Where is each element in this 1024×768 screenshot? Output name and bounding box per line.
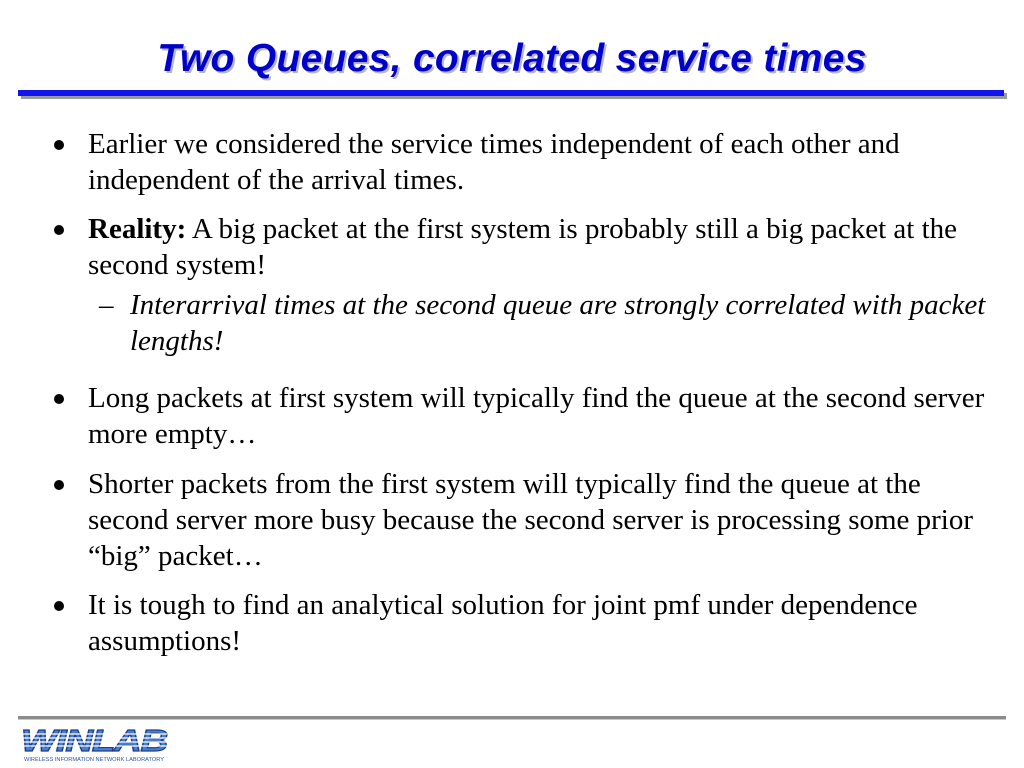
bullet-text: A big packet at the first system is probably still a big packet at the second system!: [88, 213, 958, 281]
bullet-item: [88, 466, 998, 574]
bullet-dot-icon: [54, 480, 64, 490]
footer-divider: [18, 716, 1006, 719]
dash-marker-icon: –: [99, 289, 114, 321]
logo-subtitle: WIRELESS INFORMATION NETWORK LABORATORY: [24, 757, 165, 763]
slide-title: Two Queues, correlated service times: [157, 37, 867, 80]
title-divider: [18, 90, 1004, 96]
bullet-dot-icon: [54, 601, 64, 611]
bullet-dot-icon: [54, 225, 64, 235]
bullet-text: Earlier we considered the service times independent of each other and independent of the arrival times.: [88, 128, 900, 196]
bullet-item: [88, 211, 998, 283]
bullet-item: [88, 587, 998, 659]
bullet-bold-label: Reality:: [88, 213, 187, 245]
bullet-text: It is tough to find an analytical solution for joint pmf under dependence assumptions!: [88, 589, 918, 657]
bullet-dot-icon: [54, 140, 64, 150]
sub-bullet-text: Interarrival times at the second queue are strongly correlated with packet lengths!: [130, 289, 986, 357]
bullet-item: [88, 380, 998, 452]
bullet-item: [88, 126, 998, 198]
sub-bullet-item: [99, 287, 1000, 359]
bullet-dot-icon: [54, 394, 64, 404]
bullet-text: Long packets at first system will typically find the queue at the second server more empty…: [88, 382, 985, 450]
bullet-text: Shorter packets from the first system will typically find the queue at the second server more busy because the second server is processing some prior “big” packet…: [88, 468, 974, 572]
logo-wordmark: WINLAB: [21, 724, 168, 758]
winlab-logo: [18, 724, 170, 764]
